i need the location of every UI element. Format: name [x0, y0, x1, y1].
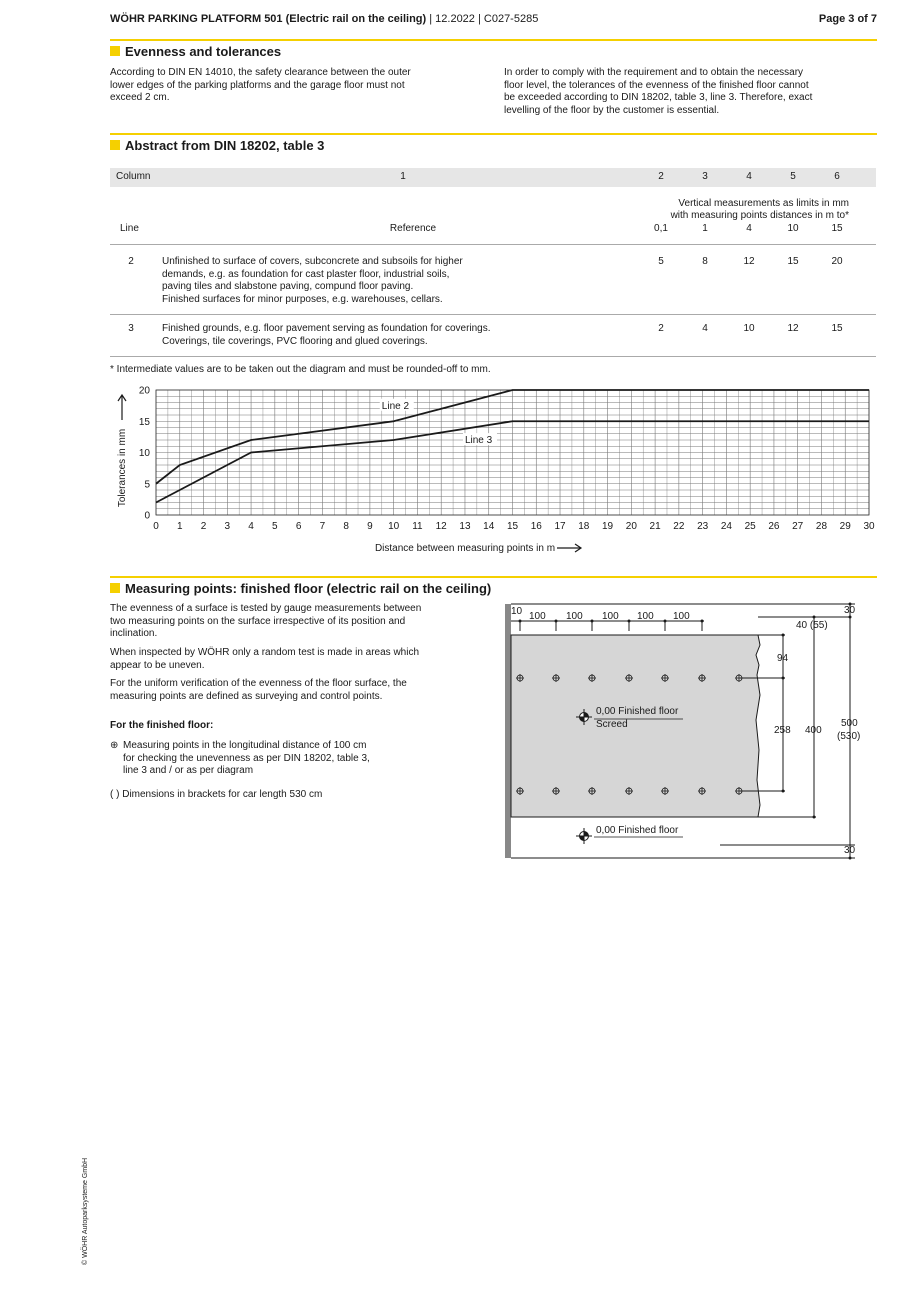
table-cell-value: 12 — [787, 323, 799, 334]
x-tick-label: 24 — [720, 521, 732, 532]
x-tick-label: 26 — [768, 521, 780, 532]
x-tick-label: 12 — [435, 521, 447, 532]
table-cell-value: 8 — [702, 256, 708, 267]
section-heading-abstract: Abstract from DIN 18202, table 3 — [110, 138, 324, 153]
x-tick-label: 14 — [483, 521, 495, 532]
table-cell-value: 10 — [743, 323, 755, 334]
page-header — [110, 13, 877, 27]
floor-plan-drawing — [500, 600, 880, 865]
dimension-label: 400 — [805, 725, 822, 736]
x-tick-label: 11 — [412, 521, 423, 532]
copyright: © WÖHR Autoparksysteme GmbH — [82, 1157, 89, 1265]
x-axis-label: Distance between measuring points in m — [374, 543, 556, 554]
x-tick-label: 20 — [625, 521, 637, 532]
x-tick-label: 17 — [554, 521, 566, 532]
vertical-measurement-note: Vertical measurements as limits in mm — [678, 198, 849, 209]
table-cell-value: 2 — [658, 323, 664, 334]
table-row-reference — [162, 256, 463, 306]
x-tick-label: 2 — [200, 521, 207, 532]
x-tick-label: 30 — [863, 521, 875, 532]
x-tick-label: 0 — [153, 521, 159, 532]
finished-floor-label: 0,00 Finished floor — [596, 706, 679, 717]
heading-square-icon — [110, 140, 120, 150]
measuring-paragraph — [110, 603, 421, 641]
column-number: 6 — [834, 171, 840, 182]
text-line: line 3 and / or as per diagram — [123, 765, 254, 776]
x-tick-label: 21 — [649, 521, 661, 532]
dimension-label: 258 — [774, 725, 791, 736]
distance-header: 15 — [831, 223, 843, 234]
series-label: Line 3 — [464, 435, 493, 447]
wall — [505, 604, 511, 858]
table-divider — [110, 244, 876, 245]
x-tick-label: 27 — [792, 521, 804, 532]
accent-divider — [110, 133, 877, 135]
text-line: In order to comply with the requirement and to obtain the necessary — [504, 67, 804, 78]
x-tick-label: 28 — [815, 521, 828, 532]
distance-header: 10 — [787, 223, 799, 234]
table-cell-value: 12 — [743, 256, 755, 267]
x-tick-label: 16 — [530, 521, 542, 532]
table-divider — [110, 314, 876, 315]
x-tick-label: 29 — [839, 521, 851, 532]
column-number: 5 — [790, 171, 796, 182]
x-tick-label: 18 — [578, 521, 590, 532]
text-line: lower edges of the parking platforms and the garage floor must not — [110, 79, 405, 91]
column-number: 1 — [400, 171, 406, 182]
measuring-point-bullet — [123, 740, 370, 778]
dimension-label: 100 — [602, 611, 619, 622]
x-tick-label: 23 — [697, 521, 709, 532]
y-axis-label: Tolerances in mm — [117, 428, 128, 508]
section-heading-measuring-points: Measuring points: finished floor (electric rail on the ceiling) — [110, 581, 491, 596]
text-line: Finished grounds, e.g. floor pavement serving as foundation for coverings. — [162, 323, 491, 334]
text-line: According to DIN EN 14010, the safety clearance between the outer — [110, 67, 411, 78]
column-number: 3 — [702, 171, 708, 182]
dimension-label: 10 — [511, 606, 523, 617]
finished-floor-heading: For the finished floor: — [110, 720, 214, 731]
table-row-line: 2 — [128, 256, 134, 267]
x-tick-label: 13 — [459, 521, 471, 532]
x-tick-label: 6 — [295, 521, 302, 532]
measuring-paragraph — [110, 678, 407, 703]
text-line: Finished surfaces for minor purposes, e.g. warehouses, cellars. — [162, 293, 443, 305]
dimension-label: 100 — [529, 611, 546, 622]
accent-divider — [110, 39, 877, 41]
text-line: The evenness of a surface is tested by gauge measurements between — [110, 603, 422, 614]
dimension-label: 94 — [777, 653, 789, 664]
measuring-paragraph — [110, 647, 419, 672]
text-line: Measuring points in the longitudinal distance of 100 cm — [123, 740, 367, 751]
text-line: measuring points are defined as surveying and control points. — [110, 690, 383, 702]
dimension-label: 100 — [566, 611, 583, 622]
distance-header: 1 — [702, 223, 708, 234]
y-tick-label: 10 — [138, 448, 150, 459]
section-heading-evenness: Evenness and tolerances — [110, 44, 281, 59]
brackets-note: ( ) Dimensions in brackets for car length 530 cm — [110, 789, 323, 800]
dimension-label: 30 — [844, 845, 856, 856]
text-line: Coverings, tile coverings, PVC flooring and glued coverings. — [162, 335, 428, 347]
dimension-label: (530) — [837, 731, 861, 742]
heading-square-icon — [110, 46, 120, 56]
text-line: be exceeded according to DIN 18202, table 3, line 3. Therefore, exact — [504, 92, 813, 103]
x-tick-label: 15 — [506, 521, 519, 532]
series-label: Line 2 — [381, 400, 410, 412]
x-tick-label: 19 — [602, 521, 614, 532]
y-tick-label: 0 — [144, 510, 150, 522]
x-tick-label: 10 — [388, 521, 400, 532]
page-number: Page 3 of 7 — [818, 13, 877, 25]
text-line: two measuring points on the surface irrespective of its position and — [110, 615, 406, 627]
evenness-right-paragraph — [504, 67, 812, 117]
table-footnote: * Intermediate values are to be taken out the diagram and must be rounded-off to mm. — [110, 364, 491, 375]
table-row-line: 3 — [128, 323, 134, 334]
table-cell-value: 20 — [831, 256, 843, 267]
x-tick-label: 9 — [367, 521, 373, 532]
dimension-label: 100 — [673, 611, 690, 622]
column-label: Column — [116, 171, 151, 182]
screed-label: Screed — [596, 719, 628, 730]
text-line: When inspected by WÖHR only a random test is made in areas which — [110, 647, 420, 658]
x-tick-label: 1 — [176, 521, 183, 532]
dimension-label: 500 — [841, 718, 858, 729]
line-label: Line — [120, 223, 139, 234]
table-row-reference — [162, 323, 491, 348]
accent-divider — [110, 576, 877, 578]
reference-label: Reference — [389, 223, 437, 234]
text-line: levelling of the floor by the customer is essential. — [504, 104, 720, 116]
dimension-label: 40 (55) — [796, 620, 828, 631]
x-tick-label: 5 — [272, 521, 278, 532]
measuring-point-icon: ⊕ — [110, 740, 119, 751]
text-line: demands, e.g. as foundation for cast plaster floor, industrial soils, — [162, 268, 450, 280]
x-tick-label: 7 — [319, 521, 326, 532]
text-line: for checking the unevenness as per DIN 18202, table 3, — [123, 752, 370, 764]
y-tick-label: 15 — [138, 416, 150, 428]
column-number: 2 — [658, 171, 664, 182]
heading-square-icon — [110, 583, 120, 593]
distance-header: 0,1 — [654, 223, 668, 234]
dimension-label: 100 — [637, 611, 654, 622]
text-line: For the uniform verification of the evenness of the floor surface, the — [110, 678, 407, 689]
table-column-header-row — [110, 168, 876, 187]
vertical-measurement-note: with measuring points distances in m to* — [670, 210, 849, 221]
column-number: 4 — [746, 171, 752, 182]
text-line: appear to be uneven. — [110, 659, 205, 671]
text-line: Unfinished to surface of covers, subconcrete and subsoils for higher — [162, 256, 463, 267]
table-cell-value: 4 — [702, 323, 708, 334]
table-cell-value: 15 — [787, 256, 799, 267]
text-line: exceed 2 cm. — [110, 92, 170, 103]
x-tick-label: 25 — [744, 521, 756, 532]
x-tick-label: 22 — [673, 521, 685, 532]
text-line: floor level, the tolerances of the evenness of the finished floor cannot — [504, 79, 809, 91]
evenness-left-paragraph — [110, 67, 411, 105]
table-divider — [110, 356, 876, 357]
dimension-label: 30 — [844, 605, 856, 616]
text-line: inclination. — [110, 628, 158, 639]
table-cell-value: 5 — [658, 256, 664, 267]
x-tick-label: 3 — [224, 521, 231, 532]
finished-floor-label: 0,00 Finished floor — [596, 825, 679, 836]
text-line: paving tiles and slabstone paving, compund floor paving. — [162, 281, 414, 292]
table-cell-value: 15 — [831, 323, 843, 334]
distance-header: 4 — [746, 223, 752, 234]
document-title: WÖHR PARKING PLATFORM 501 (Electric rail on the ceiling) | 12.2022 | C027-5285 — [110, 13, 539, 25]
x-tick-label: 8 — [343, 521, 349, 532]
screed-area — [511, 635, 760, 817]
tolerance-chart — [100, 382, 890, 560]
y-tick-label: 20 — [138, 385, 150, 397]
x-tick-label: 4 — [248, 521, 254, 532]
y-tick-label: 5 — [144, 479, 150, 491]
chart-grid — [156, 390, 869, 515]
